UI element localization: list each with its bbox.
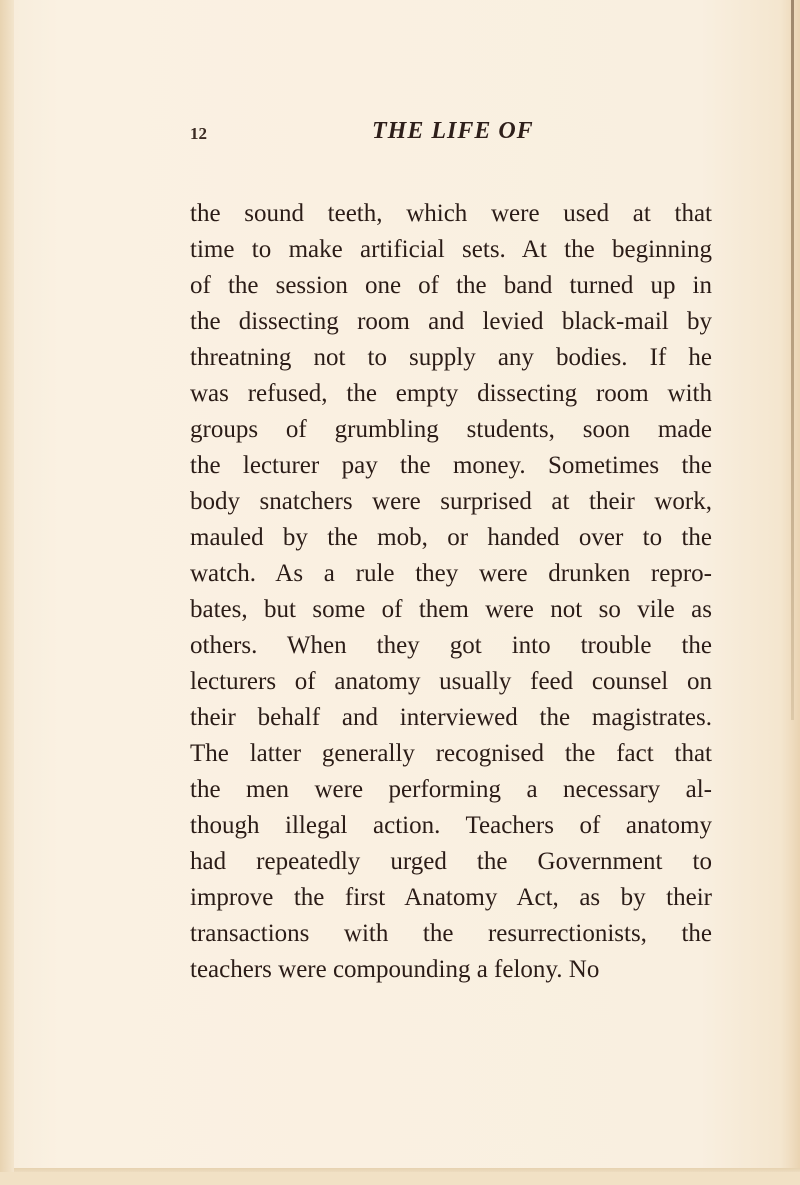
text-line: the dissecting room and levied black-mail by: [190, 308, 712, 335]
text-line: their behalf and interviewed the magistrates.: [190, 704, 712, 731]
page-number: 12: [190, 124, 207, 143]
body-text: [190, 196, 712, 988]
text-line: the sound teeth, which were used at that: [190, 200, 712, 227]
text-line: mauled by the mob, or handed over to the: [190, 524, 712, 551]
text-line: was refused, the empty dissecting room with: [190, 380, 712, 407]
text-line: The latter generally recognised the fact that: [190, 740, 712, 767]
text-line: time to make artificial sets. At the beginning: [190, 236, 712, 263]
text-line: threatning not to supply any bodies. If he: [190, 344, 712, 371]
text-line: watch. As a rule they were drunken repro-: [190, 560, 712, 587]
page-left-edge: [0, 0, 14, 1185]
text-line: transactions with the resurrectionists, the: [190, 920, 712, 947]
text-line: body snatchers were surprised at their work,: [190, 488, 712, 515]
text-line: lecturers of anatomy usually feed counsel on: [190, 668, 712, 695]
page-bottom-strip: [0, 1172, 800, 1185]
text-line: groups of grumbling students, soon made: [190, 416, 712, 443]
text-line: the lecturer pay the money. Sometimes the: [190, 452, 712, 479]
page-header: [190, 118, 712, 148]
text-line: bates, but some of them were not so vile as: [190, 596, 712, 623]
text-line: improve the first Anatomy Act, as by their: [190, 884, 712, 911]
text-line: others. When they got into trouble the: [190, 632, 712, 659]
running-head: THE LIFE OF: [372, 118, 534, 144]
text-line: though illegal action. Teachers of anatomy: [190, 812, 712, 839]
text-line: the men were performing a necessary al-: [190, 776, 712, 803]
text-line: had repeatedly urged the Government to: [190, 848, 712, 875]
text-line: of the session one of the band turned up in: [190, 272, 712, 299]
page-right-gutter-shadow: [791, 0, 794, 720]
text-line: teachers were compounding a felony. No: [190, 956, 600, 983]
